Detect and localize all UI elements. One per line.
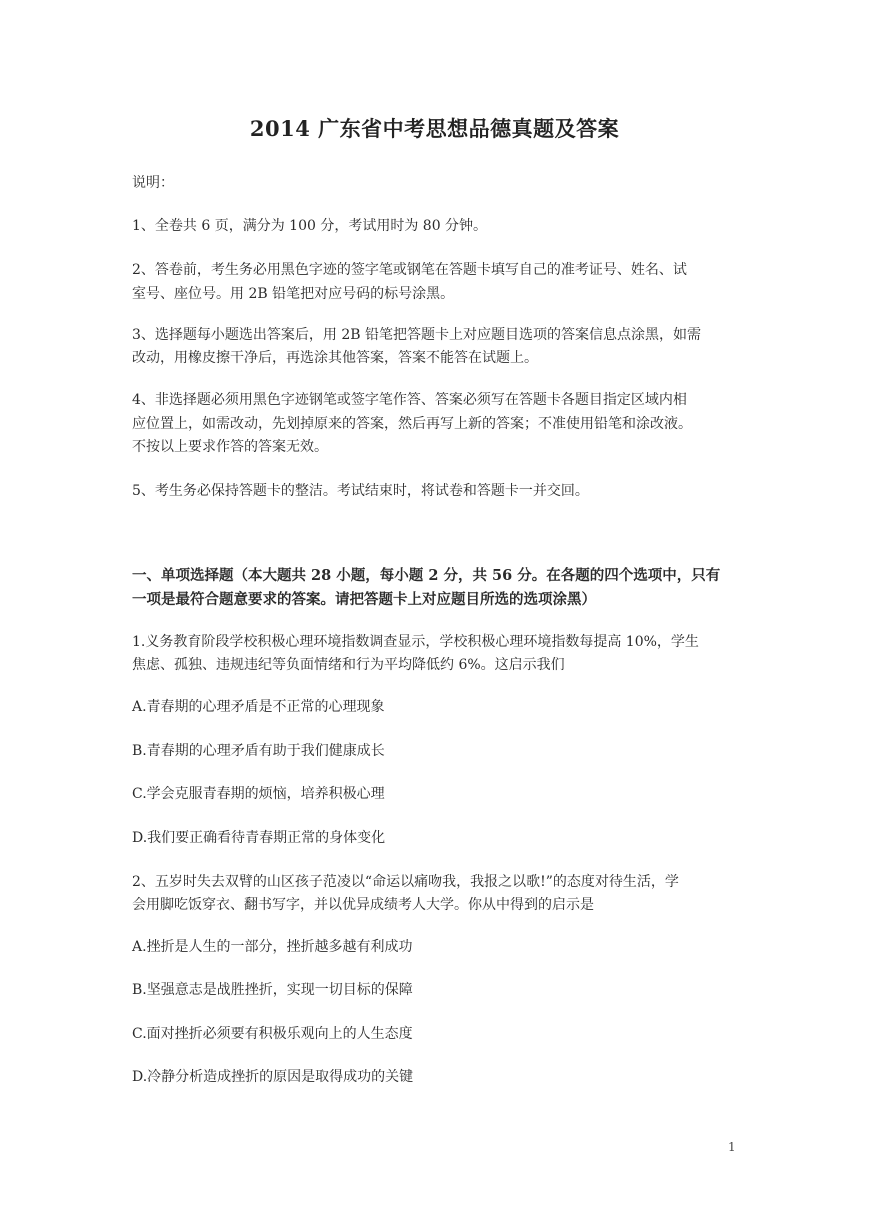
instruction-3-line-1: 3、选择题每小题选出答案后，用 2B 铅笔把答题卡上对应题目选项的答案信息点涂黑，如需 (132, 327, 702, 343)
section-heading-line-1: 一、单项选择题（本大题共 28 小题，每小题 2 分，共 56 分。在各题的四个选项中，只有 (132, 567, 721, 584)
question-2-stem-line-1: 2、五岁时失去双臂的山区孩子范凌以“命运以痛吻我，我报之以歌!”的态度对待生活，学 (132, 874, 679, 890)
instruction-5: 5、考生务必保持答题卡的整洁。考试结束时，将试卷和答题卡一并交回。 (132, 483, 589, 499)
intro-label: 说明： (132, 175, 174, 191)
page-title: 2014 广东省中考思想品德真题及答案 (249, 116, 620, 141)
question-2-option-d: D.冷静分析造成挫折的原因是取得成功的关键 (132, 1069, 414, 1085)
instruction-4-line-3: 不按以上要求作答的答案无效。 (132, 439, 328, 455)
instruction-3-line-2: 改动，用橡皮擦干净后，再选涂其他答案，答案不能答在试题上。 (132, 350, 538, 366)
question-2-option-c: C.面对挫折必须要有积极乐观向上的人生态度 (132, 1026, 413, 1042)
section-heading-line-2: 一项是最符合题意要求的答案。请把答题卡上对应题目所选的选项涂黑） (132, 591, 596, 608)
page-number: 1 (728, 1140, 736, 1154)
question-1-option-a: A.青春期的心理矛盾是不正常的心理现象 (132, 699, 385, 715)
question-1-option-d: D.我们要正确看待青春期正常的身体变化 (132, 830, 386, 846)
question-1-option-c: C.学会克服青春期的烦恼，培养积极心理 (132, 786, 385, 802)
question-1-stem-line-1: 1.义务教育阶段学校积极心理环境指数调查显示，学校积极心理环境指数每提高 10%，学生 (132, 634, 699, 650)
instruction-2-line-1: 2、答卷前，考生务必用黑色字迹的签字笔或钢笔在答题卡填写自己的准考证号、姓名、试 (132, 262, 687, 278)
question-1-stem-line-2: 焦虑、孤独、违规违纪等负面情绪和行为平均降低约 6%。这启示我们 (132, 657, 565, 673)
question-2-option-a: A.挫折是人生的一部分，挫折越多越有利成功 (132, 939, 413, 955)
instruction-4-line-2: 应位置上，如需改动，先划掉原来的答案，然后再写上新的答案；不准使用铅笔和涂改液。 (132, 416, 692, 432)
question-2-option-b: B.坚强意志是战胜挫折，实现一切目标的保障 (132, 982, 413, 998)
question-1-option-b: B.青春期的心理矛盾有助于我们健康成长 (132, 743, 385, 759)
instruction-4-line-1: 4、非选择题必须用黑色字迹钢笔或签字笔作答、答案必须写在答题卡各题目指定区域内相 (132, 392, 687, 408)
instruction-2-line-2: 室号、座位号。用 2B 铅笔把对应号码的标号涂黑。 (132, 286, 455, 302)
instruction-1: 1、全卷共 6 页，满分为 100 分，考试用时为 80 分钟。 (132, 218, 488, 234)
question-2-stem-line-2: 会用脚吃饭穿衣、翻书写字，并以优异成绩考人大学。你从中得到的启示是 (132, 897, 594, 913)
